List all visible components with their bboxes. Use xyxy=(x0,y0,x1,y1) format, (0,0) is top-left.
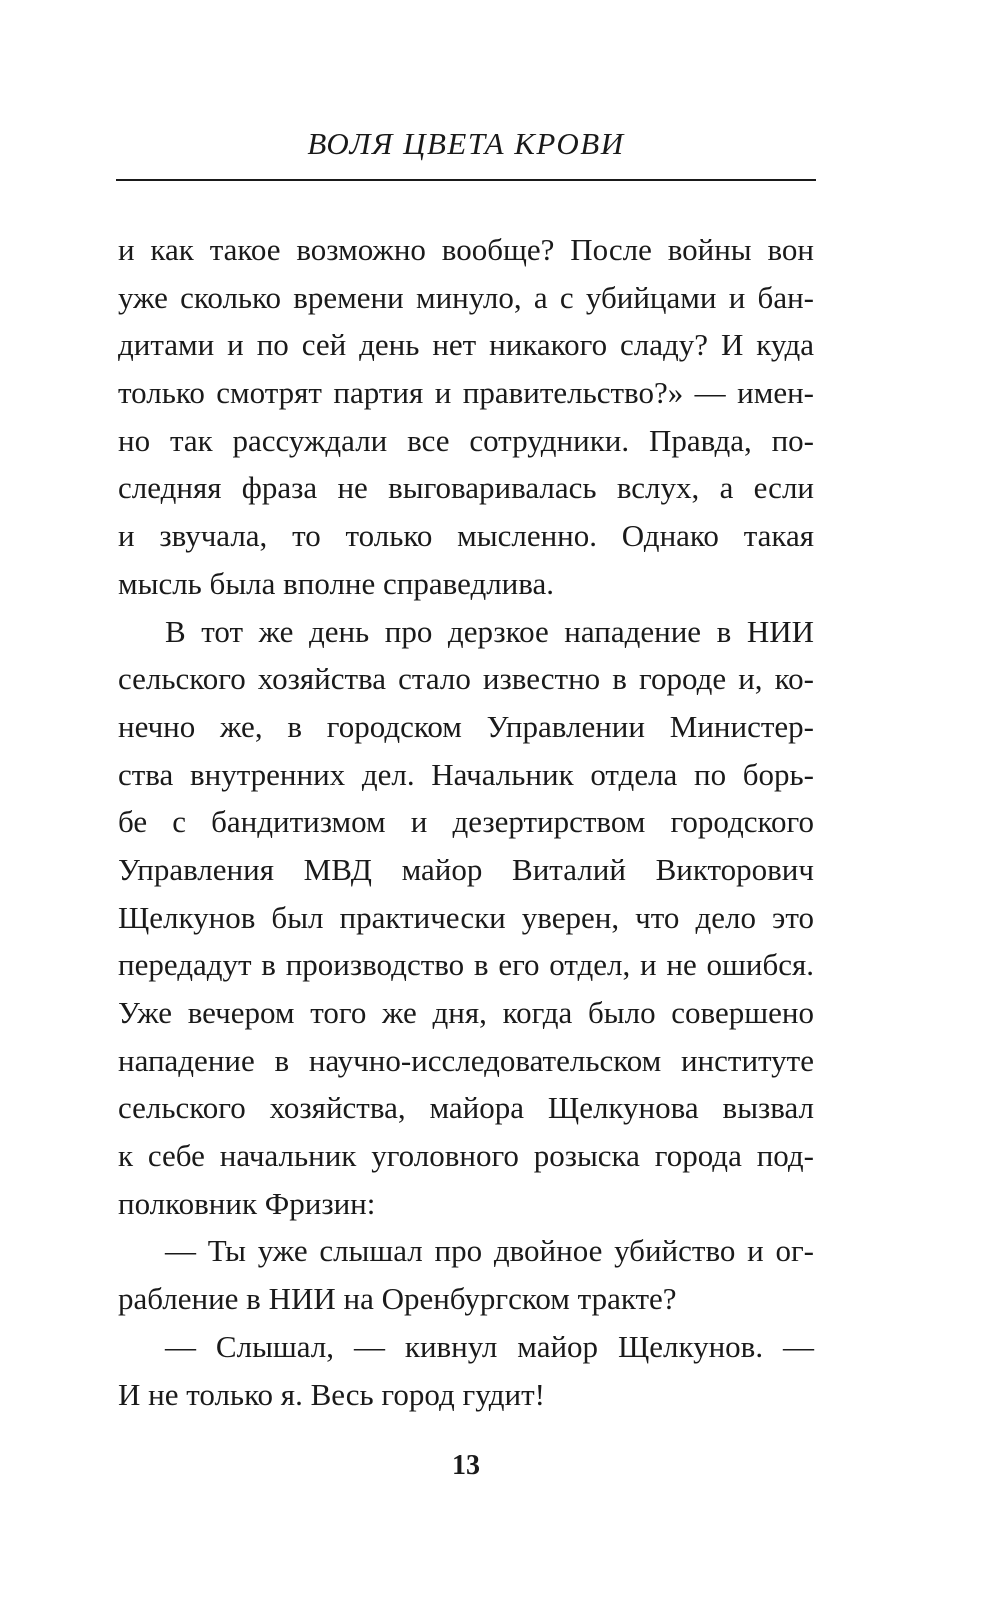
page-body-text xyxy=(118,226,814,1418)
text-line: только смотрят партия и правительство?» — имен- xyxy=(118,375,814,411)
text-line: нападение в научно-исследовательском институте xyxy=(118,1042,814,1078)
text-line: сельского хозяйства стало известно в городе и, ко- xyxy=(118,661,814,697)
page-number: 13 xyxy=(452,1450,480,1481)
text-line: бе с бандитизмом и дезертирством городского xyxy=(118,804,814,840)
text-line: к себе начальник уголовного розыска города под- xyxy=(118,1138,814,1174)
text-line: ства внутренних дел. Начальник отдела по борь- xyxy=(118,756,814,792)
text-line: — Ты уже слышал про двойное убийство и ог- xyxy=(165,1233,814,1269)
text-line: и звучала, то только мысленно. Однако такая xyxy=(118,518,814,554)
text-line: Управления МВД майор Виталий Викторович xyxy=(118,851,814,887)
text-line: полковник Фризин: xyxy=(118,1185,376,1221)
text-line: Уже вечером того же дня, когда было совершено xyxy=(118,995,814,1030)
text-line: мысль была вполне справедлива. xyxy=(118,565,555,601)
text-line: передадут в производство в его отдел, и не ошибся. xyxy=(118,947,814,983)
text-line: В тот же день про дерзкое нападение в НИИ xyxy=(165,613,814,649)
text-line: но так рассуждали все сотрудники. Правда, по- xyxy=(118,422,814,458)
text-line: следняя фраза не выговаривалась вслух, а если xyxy=(118,470,814,506)
header-rule xyxy=(116,179,816,181)
text-line: и как такое возможно вообще? После войны вон xyxy=(118,232,814,267)
text-line: дитами и по сей день нет никакого сладу? И куда xyxy=(118,327,814,363)
running-head-title: ВОЛЯ ЦВЕТА КРОВИ xyxy=(307,126,625,161)
text-line: сельского хозяйства, майора Щелкунова вызвал xyxy=(118,1090,814,1126)
text-line: рабление в НИИ на Оренбургском тракте? xyxy=(118,1281,677,1317)
text-line: уже сколько времени минуло, а с убийцами и бан- xyxy=(118,279,814,315)
text-line: И не только я. Весь город гудит! xyxy=(118,1376,545,1412)
text-line: нечно же, в городском Управлении Министер- xyxy=(118,708,814,744)
text-line: Щелкунов был практически уверен, что дело это xyxy=(118,899,814,935)
text-line: — Слышал, — кивнул майор Щелкунов. — xyxy=(165,1328,814,1364)
